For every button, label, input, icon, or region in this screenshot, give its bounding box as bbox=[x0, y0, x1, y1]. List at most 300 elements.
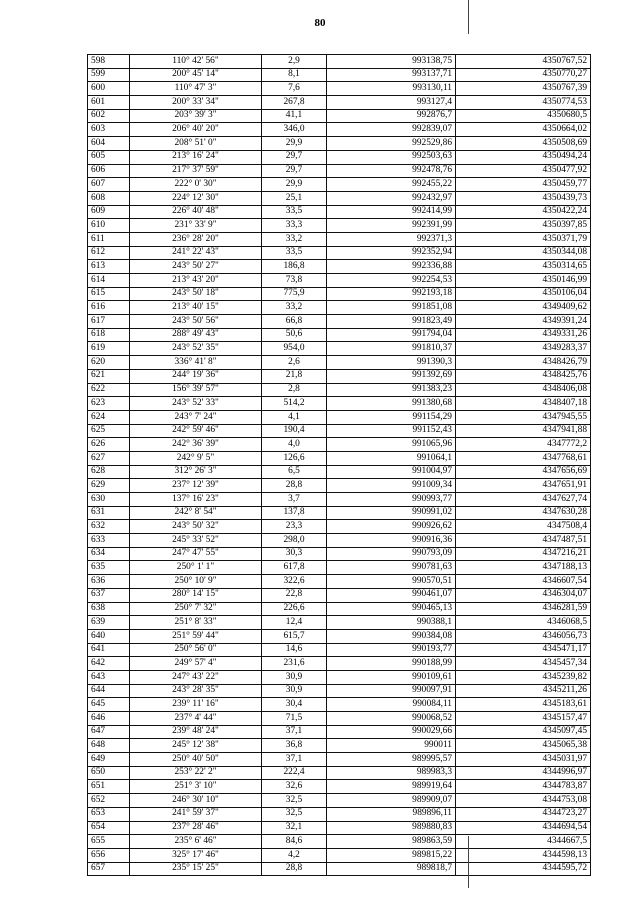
direction-angle-cell: 250° 1' 1" bbox=[130, 561, 262, 575]
distance-cell: 615,7 bbox=[262, 629, 327, 643]
y-coordinate-cell: 4344694,54 bbox=[456, 821, 591, 835]
point-number-cell: 642 bbox=[88, 657, 130, 671]
point-number-cell: 598 bbox=[88, 55, 130, 69]
y-coordinate-cell: 4346056,73 bbox=[456, 629, 591, 643]
x-coordinate-cell: 992193,18 bbox=[327, 287, 456, 301]
x-coordinate-cell: 990991,02 bbox=[327, 506, 456, 520]
point-number-cell: 612 bbox=[88, 246, 130, 260]
table-row bbox=[88, 55, 591, 69]
table-row bbox=[88, 616, 591, 630]
y-coordinate-cell: 4350146,99 bbox=[456, 274, 591, 288]
x-coordinate-cell: 991064,1 bbox=[327, 451, 456, 465]
distance-cell: 29,9 bbox=[262, 178, 327, 192]
x-coordinate-cell: 993130,11 bbox=[327, 82, 456, 96]
direction-angle-cell: 241° 22' 43" bbox=[130, 246, 262, 260]
y-coordinate-cell: 4350770,27 bbox=[456, 68, 591, 82]
direction-angle-cell: 242° 9' 5" bbox=[130, 451, 262, 465]
point-number-cell: 648 bbox=[88, 739, 130, 753]
x-coordinate-cell: 990097,91 bbox=[327, 684, 456, 698]
y-coordinate-cell: 4350106,04 bbox=[456, 287, 591, 301]
y-coordinate-cell: 4347945,55 bbox=[456, 410, 591, 424]
table-row bbox=[88, 753, 591, 767]
y-coordinate-cell: 4345065,38 bbox=[456, 739, 591, 753]
y-coordinate-cell: 4347627,74 bbox=[456, 493, 591, 507]
x-coordinate-cell: 989995,57 bbox=[327, 753, 456, 767]
x-coordinate-cell: 992876,7 bbox=[327, 109, 456, 123]
point-number-cell: 655 bbox=[88, 835, 130, 849]
direction-angle-cell: 237° 12' 39" bbox=[130, 479, 262, 493]
distance-cell: 29,9 bbox=[262, 137, 327, 151]
x-coordinate-cell: 991065,96 bbox=[327, 438, 456, 452]
x-coordinate-cell: 991823,49 bbox=[327, 315, 456, 329]
point-number-cell: 602 bbox=[88, 109, 130, 123]
y-coordinate-cell: 4348425,76 bbox=[456, 369, 591, 383]
distance-cell: 32,5 bbox=[262, 807, 327, 821]
table-row bbox=[88, 739, 591, 753]
table-row bbox=[88, 301, 591, 315]
x-coordinate-cell: 993127,4 bbox=[327, 96, 456, 110]
bottom-margin-rule bbox=[468, 836, 469, 888]
direction-angle-cell: 243° 52' 33" bbox=[130, 397, 262, 411]
y-coordinate-cell: 4350767,52 bbox=[456, 55, 591, 69]
y-coordinate-cell: 4346607,54 bbox=[456, 575, 591, 589]
table-row bbox=[88, 342, 591, 356]
y-coordinate-cell: 4347508,4 bbox=[456, 520, 591, 534]
direction-angle-cell: 237° 4' 44" bbox=[130, 712, 262, 726]
point-number-cell: 654 bbox=[88, 821, 130, 835]
direction-angle-cell: 253° 22' 2" bbox=[130, 766, 262, 780]
table-row bbox=[88, 397, 591, 411]
distance-cell: 12,4 bbox=[262, 616, 327, 630]
point-number-cell: 643 bbox=[88, 670, 130, 684]
y-coordinate-cell: 4345471,17 bbox=[456, 643, 591, 657]
direction-angle-cell: 251° 8' 33" bbox=[130, 616, 262, 630]
direction-angle-cell: 110° 42' 56" bbox=[130, 55, 262, 69]
table-row bbox=[88, 506, 591, 520]
distance-cell: 32,5 bbox=[262, 794, 327, 808]
direction-angle-cell: 213° 43' 20" bbox=[130, 274, 262, 288]
y-coordinate-cell: 4347772,2 bbox=[456, 438, 591, 452]
distance-cell: 617,8 bbox=[262, 561, 327, 575]
distance-cell: 14,6 bbox=[262, 643, 327, 657]
distance-cell: 21,8 bbox=[262, 369, 327, 383]
point-number-cell: 618 bbox=[88, 328, 130, 342]
x-coordinate-cell: 992478,76 bbox=[327, 164, 456, 178]
point-number-cell: 636 bbox=[88, 575, 130, 589]
table-row bbox=[88, 287, 591, 301]
distance-cell: 41,1 bbox=[262, 109, 327, 123]
direction-angle-cell: 250° 56' 0" bbox=[130, 643, 262, 657]
x-coordinate-cell: 990388,1 bbox=[327, 616, 456, 630]
direction-angle-cell: 243° 50' 18" bbox=[130, 287, 262, 301]
y-coordinate-cell: 4347768,61 bbox=[456, 451, 591, 465]
distance-cell: 33,2 bbox=[262, 301, 327, 315]
direction-angle-cell: 231° 33' 9" bbox=[130, 219, 262, 233]
direction-angle-cell: 249° 57' 4" bbox=[130, 657, 262, 671]
y-coordinate-cell: 4347188,13 bbox=[456, 561, 591, 575]
x-coordinate-cell: 989818,7 bbox=[327, 862, 456, 876]
y-coordinate-cell: 4348426,79 bbox=[456, 356, 591, 370]
direction-angle-cell: 239° 11' 16" bbox=[130, 698, 262, 712]
y-coordinate-cell: 4350422,24 bbox=[456, 205, 591, 219]
distance-cell: 7,6 bbox=[262, 82, 327, 96]
table-row bbox=[88, 588, 591, 602]
table-row bbox=[88, 602, 591, 616]
direction-angle-cell: 224° 12' 30" bbox=[130, 191, 262, 205]
direction-angle-cell: 336° 41' 8" bbox=[130, 356, 262, 370]
point-number-cell: 620 bbox=[88, 356, 130, 370]
table-row bbox=[88, 547, 591, 561]
distance-cell: 2,9 bbox=[262, 55, 327, 69]
x-coordinate-cell: 991004,97 bbox=[327, 465, 456, 479]
y-coordinate-cell: 4347941,88 bbox=[456, 424, 591, 438]
x-coordinate-cell: 990465,13 bbox=[327, 602, 456, 616]
distance-cell: 33,5 bbox=[262, 246, 327, 260]
direction-angle-cell: 244° 19' 36" bbox=[130, 369, 262, 383]
point-number-cell: 624 bbox=[88, 410, 130, 424]
y-coordinate-cell: 4349409,62 bbox=[456, 301, 591, 315]
y-coordinate-cell: 4344667,5 bbox=[456, 835, 591, 849]
point-number-cell: 656 bbox=[88, 848, 130, 862]
x-coordinate-cell: 989919,64 bbox=[327, 780, 456, 794]
distance-cell: 84,6 bbox=[262, 835, 327, 849]
x-coordinate-cell: 992391,99 bbox=[327, 219, 456, 233]
point-number-cell: 649 bbox=[88, 753, 130, 767]
distance-cell: 4,2 bbox=[262, 848, 327, 862]
direction-angle-cell: 243° 7' 24" bbox=[130, 410, 262, 424]
x-coordinate-cell: 992371,3 bbox=[327, 232, 456, 246]
y-coordinate-cell: 4349391,24 bbox=[456, 315, 591, 329]
y-coordinate-cell: 4347630,28 bbox=[456, 506, 591, 520]
direction-angle-cell: 243° 28' 35" bbox=[130, 684, 262, 698]
distance-cell: 29,7 bbox=[262, 164, 327, 178]
table-row bbox=[88, 520, 591, 534]
distance-cell: 126,6 bbox=[262, 451, 327, 465]
point-number-cell: 623 bbox=[88, 397, 130, 411]
x-coordinate-cell: 991380,68 bbox=[327, 397, 456, 411]
table-row bbox=[88, 848, 591, 862]
distance-cell: 29,7 bbox=[262, 150, 327, 164]
table-row bbox=[88, 575, 591, 589]
point-number-cell: 604 bbox=[88, 137, 130, 151]
x-coordinate-cell: 992455,22 bbox=[327, 178, 456, 192]
y-coordinate-cell: 4346304,07 bbox=[456, 588, 591, 602]
distance-cell: 37,1 bbox=[262, 753, 327, 767]
direction-angle-cell: 312° 26' 3" bbox=[130, 465, 262, 479]
point-number-cell: 621 bbox=[88, 369, 130, 383]
x-coordinate-cell: 990384,08 bbox=[327, 629, 456, 643]
distance-cell: 28,8 bbox=[262, 862, 327, 876]
table-row bbox=[88, 191, 591, 205]
y-coordinate-cell: 4344598,13 bbox=[456, 848, 591, 862]
table-row bbox=[88, 383, 591, 397]
distance-cell: 30,9 bbox=[262, 670, 327, 684]
y-coordinate-cell: 4350439,73 bbox=[456, 191, 591, 205]
direction-angle-cell: 156° 39' 57" bbox=[130, 383, 262, 397]
y-coordinate-cell: 4346281,59 bbox=[456, 602, 591, 616]
x-coordinate-cell: 989815,22 bbox=[327, 848, 456, 862]
table-row bbox=[88, 451, 591, 465]
direction-angle-cell: 235° 15' 25" bbox=[130, 862, 262, 876]
direction-angle-cell: 222° 0' 30" bbox=[130, 178, 262, 192]
direction-angle-cell: 247° 47' 55" bbox=[130, 547, 262, 561]
x-coordinate-cell: 990068,52 bbox=[327, 712, 456, 726]
point-number-cell: 657 bbox=[88, 862, 130, 876]
x-coordinate-cell: 990793,09 bbox=[327, 547, 456, 561]
direction-angle-cell: 110° 47' 3" bbox=[130, 82, 262, 96]
x-coordinate-cell: 989983,3 bbox=[327, 766, 456, 780]
direction-angle-cell: 242° 36' 39" bbox=[130, 438, 262, 452]
table-row bbox=[88, 274, 591, 288]
y-coordinate-cell: 4347656,69 bbox=[456, 465, 591, 479]
table-row bbox=[88, 123, 591, 137]
table-row bbox=[88, 369, 591, 383]
table-row bbox=[88, 493, 591, 507]
x-coordinate-cell: 992414,99 bbox=[327, 205, 456, 219]
direction-angle-cell: 217° 37' 59" bbox=[130, 164, 262, 178]
table-row bbox=[88, 109, 591, 123]
point-number-cell: 628 bbox=[88, 465, 130, 479]
point-number-cell: 633 bbox=[88, 534, 130, 548]
point-number-cell: 610 bbox=[88, 219, 130, 233]
point-number-cell: 639 bbox=[88, 616, 130, 630]
point-number-cell: 637 bbox=[88, 588, 130, 602]
y-coordinate-cell: 4348406,08 bbox=[456, 383, 591, 397]
direction-angle-cell: 280° 14' 15" bbox=[130, 588, 262, 602]
table-row bbox=[88, 232, 591, 246]
y-coordinate-cell: 4350508,69 bbox=[456, 137, 591, 151]
x-coordinate-cell: 991794,04 bbox=[327, 328, 456, 342]
y-coordinate-cell: 4344783,87 bbox=[456, 780, 591, 794]
y-coordinate-cell: 4350774,53 bbox=[456, 96, 591, 110]
table-row bbox=[88, 534, 591, 548]
direction-angle-cell: 250° 7' 32" bbox=[130, 602, 262, 616]
x-coordinate-cell: 992254,53 bbox=[327, 274, 456, 288]
y-coordinate-cell: 4350397,85 bbox=[456, 219, 591, 233]
x-coordinate-cell: 990029,66 bbox=[327, 725, 456, 739]
distance-cell: 8,1 bbox=[262, 68, 327, 82]
table-row bbox=[88, 178, 591, 192]
y-coordinate-cell: 4350477,92 bbox=[456, 164, 591, 178]
x-coordinate-cell: 991810,37 bbox=[327, 342, 456, 356]
distance-cell: 32,6 bbox=[262, 780, 327, 794]
distance-cell: 33,2 bbox=[262, 232, 327, 246]
point-number-cell: 638 bbox=[88, 602, 130, 616]
point-number-cell: 619 bbox=[88, 342, 130, 356]
distance-cell: 30,3 bbox=[262, 547, 327, 561]
x-coordinate-cell: 993138,75 bbox=[327, 55, 456, 69]
direction-angle-cell: 243° 52' 35" bbox=[130, 342, 262, 356]
x-coordinate-cell: 990916,36 bbox=[327, 534, 456, 548]
direction-angle-cell: 250° 10' 9" bbox=[130, 575, 262, 589]
x-coordinate-cell: 992336,88 bbox=[327, 260, 456, 274]
x-coordinate-cell: 989896,11 bbox=[327, 807, 456, 821]
point-number-cell: 603 bbox=[88, 123, 130, 137]
table-row bbox=[88, 82, 591, 96]
x-coordinate-cell: 991392,69 bbox=[327, 369, 456, 383]
table-row bbox=[88, 356, 591, 370]
distance-cell: 3,7 bbox=[262, 493, 327, 507]
y-coordinate-cell: 4346068,5 bbox=[456, 616, 591, 630]
table-row bbox=[88, 424, 591, 438]
table-row bbox=[88, 410, 591, 424]
table-row bbox=[88, 794, 591, 808]
x-coordinate-cell: 991383,23 bbox=[327, 383, 456, 397]
direction-angle-cell: 247° 43' 22" bbox=[130, 670, 262, 684]
x-coordinate-cell: 992432,97 bbox=[327, 191, 456, 205]
table-row bbox=[88, 835, 591, 849]
table-row bbox=[88, 465, 591, 479]
point-number-cell: 629 bbox=[88, 479, 130, 493]
point-number-cell: 626 bbox=[88, 438, 130, 452]
direction-angle-cell: 251° 59' 44" bbox=[130, 629, 262, 643]
table-row bbox=[88, 780, 591, 794]
direction-angle-cell: 325° 17' 46" bbox=[130, 848, 262, 862]
direction-angle-cell: 203° 39' 3" bbox=[130, 109, 262, 123]
point-number-cell: 644 bbox=[88, 684, 130, 698]
table-row bbox=[88, 657, 591, 671]
point-number-cell: 607 bbox=[88, 178, 130, 192]
distance-cell: 23,3 bbox=[262, 520, 327, 534]
direction-angle-cell: 236° 28' 20" bbox=[130, 232, 262, 246]
distance-cell: 6,5 bbox=[262, 465, 327, 479]
table-row bbox=[88, 862, 591, 876]
point-number-cell: 617 bbox=[88, 315, 130, 329]
distance-cell: 298,0 bbox=[262, 534, 327, 548]
distance-cell: 33,5 bbox=[262, 205, 327, 219]
distance-cell: 137,8 bbox=[262, 506, 327, 520]
x-coordinate-cell: 991851,08 bbox=[327, 301, 456, 315]
x-coordinate-cell: 993137,71 bbox=[327, 68, 456, 82]
y-coordinate-cell: 4345097,45 bbox=[456, 725, 591, 739]
point-number-cell: 606 bbox=[88, 164, 130, 178]
distance-cell: 322,6 bbox=[262, 575, 327, 589]
direction-angle-cell: 208° 51' 0" bbox=[130, 137, 262, 151]
x-coordinate-cell: 990188,99 bbox=[327, 657, 456, 671]
table-row bbox=[88, 164, 591, 178]
point-number-cell: 616 bbox=[88, 301, 130, 315]
point-number-cell: 635 bbox=[88, 561, 130, 575]
x-coordinate-cell: 990011 bbox=[327, 739, 456, 753]
y-coordinate-cell: 4344723,27 bbox=[456, 807, 591, 821]
y-coordinate-cell: 4344595,72 bbox=[456, 862, 591, 876]
direction-angle-cell: 235° 6' 46" bbox=[130, 835, 262, 849]
point-number-cell: 601 bbox=[88, 96, 130, 110]
table-row bbox=[88, 712, 591, 726]
x-coordinate-cell: 992529,86 bbox=[327, 137, 456, 151]
y-coordinate-cell: 4347487,51 bbox=[456, 534, 591, 548]
distance-cell: 222,4 bbox=[262, 766, 327, 780]
point-number-cell: 611 bbox=[88, 232, 130, 246]
point-number-cell: 632 bbox=[88, 520, 130, 534]
table-row bbox=[88, 219, 591, 233]
direction-angle-cell: 246° 30' 10" bbox=[130, 794, 262, 808]
table-row bbox=[88, 205, 591, 219]
point-number-cell: 615 bbox=[88, 287, 130, 301]
distance-cell: 73,8 bbox=[262, 274, 327, 288]
y-coordinate-cell: 4349283,37 bbox=[456, 342, 591, 356]
table-row bbox=[88, 684, 591, 698]
distance-cell: 226,6 bbox=[262, 602, 327, 616]
point-number-cell: 600 bbox=[88, 82, 130, 96]
x-coordinate-cell: 989909,07 bbox=[327, 794, 456, 808]
x-coordinate-cell: 990993,77 bbox=[327, 493, 456, 507]
table-row bbox=[88, 137, 591, 151]
distance-cell: 25,1 bbox=[262, 191, 327, 205]
direction-angle-cell: 243° 50' 56" bbox=[130, 315, 262, 329]
y-coordinate-cell: 4344996,97 bbox=[456, 766, 591, 780]
point-number-cell: 605 bbox=[88, 150, 130, 164]
distance-cell: 346,0 bbox=[262, 123, 327, 137]
x-coordinate-cell: 990193,77 bbox=[327, 643, 456, 657]
distance-cell: 36,8 bbox=[262, 739, 327, 753]
direction-angle-cell: 241° 59' 37" bbox=[130, 807, 262, 821]
point-number-cell: 650 bbox=[88, 766, 130, 780]
y-coordinate-cell: 4345157,47 bbox=[456, 712, 591, 726]
point-number-cell: 631 bbox=[88, 506, 130, 520]
point-number-cell: 608 bbox=[88, 191, 130, 205]
y-coordinate-cell: 4350664,02 bbox=[456, 123, 591, 137]
distance-cell: 775,9 bbox=[262, 287, 327, 301]
table-row bbox=[88, 479, 591, 493]
table-row bbox=[88, 328, 591, 342]
direction-angle-cell: 239° 48' 24" bbox=[130, 725, 262, 739]
x-coordinate-cell: 989880,83 bbox=[327, 821, 456, 835]
point-number-cell: 653 bbox=[88, 807, 130, 821]
x-coordinate-cell: 992503,63 bbox=[327, 150, 456, 164]
y-coordinate-cell: 4350371,79 bbox=[456, 232, 591, 246]
direction-angle-cell: 251° 3' 10" bbox=[130, 780, 262, 794]
point-number-cell: 641 bbox=[88, 643, 130, 657]
table-row bbox=[88, 725, 591, 739]
point-number-cell: 627 bbox=[88, 451, 130, 465]
x-coordinate-cell: 990084,11 bbox=[327, 698, 456, 712]
x-coordinate-cell: 990926,62 bbox=[327, 520, 456, 534]
point-number-cell: 630 bbox=[88, 493, 130, 507]
direction-angle-cell: 245° 33' 52" bbox=[130, 534, 262, 548]
x-coordinate-cell: 991154,29 bbox=[327, 410, 456, 424]
distance-cell: 30,9 bbox=[262, 684, 327, 698]
table-row bbox=[88, 438, 591, 452]
point-number-cell: 634 bbox=[88, 547, 130, 561]
x-coordinate-cell: 991390,3 bbox=[327, 356, 456, 370]
point-number-cell: 609 bbox=[88, 205, 130, 219]
x-coordinate-cell: 991009,34 bbox=[327, 479, 456, 493]
distance-cell: 2,8 bbox=[262, 383, 327, 397]
direction-angle-cell: 200° 33' 34" bbox=[130, 96, 262, 110]
table-row bbox=[88, 315, 591, 329]
table-row bbox=[88, 150, 591, 164]
distance-cell: 32,1 bbox=[262, 821, 327, 835]
point-number-cell: 613 bbox=[88, 260, 130, 274]
direction-angle-cell: 237° 28' 46" bbox=[130, 821, 262, 835]
point-number-cell: 614 bbox=[88, 274, 130, 288]
y-coordinate-cell: 4350344,08 bbox=[456, 246, 591, 260]
direction-angle-cell: 242° 8' 54" bbox=[130, 506, 262, 520]
distance-cell: 37,1 bbox=[262, 725, 327, 739]
distance-cell: 30,4 bbox=[262, 698, 327, 712]
distance-cell: 514,2 bbox=[262, 397, 327, 411]
distance-cell: 66,8 bbox=[262, 315, 327, 329]
distance-cell: 190,4 bbox=[262, 424, 327, 438]
y-coordinate-cell: 4345239,82 bbox=[456, 670, 591, 684]
direction-angle-cell: 226° 40' 48" bbox=[130, 205, 262, 219]
point-number-cell: 599 bbox=[88, 68, 130, 82]
point-number-cell: 645 bbox=[88, 698, 130, 712]
point-number-cell: 647 bbox=[88, 725, 130, 739]
distance-cell: 28,8 bbox=[262, 479, 327, 493]
table-row bbox=[88, 629, 591, 643]
